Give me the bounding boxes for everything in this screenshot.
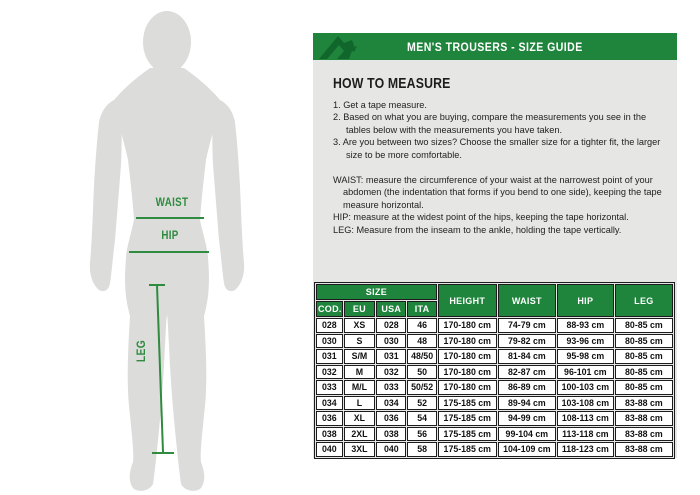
figure-left-arm: [90, 100, 122, 291]
size-cell-waist: 86-89 cm: [498, 380, 556, 395]
panel-title: MEN'S TROUSERS - SIZE GUIDE: [407, 39, 583, 54]
size-cell-waist: 94-99 cm: [498, 411, 556, 426]
size-cell-eu: XS: [344, 318, 376, 333]
size-cell-eu: L: [344, 396, 376, 411]
size-cell-ita: 52: [407, 396, 436, 411]
size-cell-waist: 79-82 cm: [498, 334, 556, 349]
size-cell-hip: 93-96 cm: [557, 334, 614, 349]
column-header-usa: USA: [376, 301, 406, 317]
size-cell-cod: 032: [316, 365, 343, 380]
size-cell-height: 170-180 cm: [438, 318, 497, 333]
how-to-measure-section: [313, 60, 677, 236]
size-cell-eu: 3XL: [344, 442, 376, 457]
size-cell-cod: 028: [316, 318, 343, 333]
size-cell-leg: 83-88 cm: [615, 442, 673, 457]
size-cell-ita: 48: [407, 334, 436, 349]
size-cell-hip: 100-103 cm: [557, 380, 614, 395]
hip-label: HIP: [161, 230, 179, 242]
figure-right-arm: [212, 100, 244, 291]
size-row: [316, 349, 673, 364]
size-cell-usa: 032: [376, 365, 406, 380]
size-cell-height: 170-180 cm: [438, 334, 497, 349]
size-cell-eu: 2XL: [344, 427, 376, 442]
size-cell-leg: 80-85 cm: [615, 365, 673, 380]
size-cell-usa: 033: [376, 380, 406, 395]
size-cell-leg: 80-85 cm: [615, 349, 673, 364]
waist-label: WAIST: [155, 197, 189, 209]
measure-notes-list: [333, 174, 667, 236]
size-cell-usa: 034: [376, 396, 406, 411]
measure-step: 3. Are you between two sizes? Choose the smaller size for a tighter fit, the larger size to be more comfortable.: [333, 137, 661, 160]
size-row: [316, 380, 673, 395]
size-row: [316, 365, 673, 380]
size-cell-usa: 040: [376, 442, 406, 457]
size-cell-eu: S/M: [344, 349, 376, 364]
size-cell-height: 170-180 cm: [438, 365, 497, 380]
size-cell-usa: 036: [376, 411, 406, 426]
size-cell-eu: XL: [344, 411, 376, 426]
size-cell-eu: M: [344, 365, 376, 380]
size-cell-hip: 95-98 cm: [557, 349, 614, 364]
size-row: [316, 334, 673, 349]
size-cell-waist: 89-94 cm: [498, 396, 556, 411]
measure-steps-list: [333, 99, 667, 161]
size-cell-ita: 58: [407, 442, 436, 457]
measure-note: LEG: Measure from the inseam to the ankle, holding the tape vertically.: [333, 224, 622, 235]
size-cell-usa: 031: [376, 349, 406, 364]
size-cell-leg: 80-85 cm: [615, 334, 673, 349]
size-cell-leg: 80-85 cm: [615, 380, 673, 395]
guide-header-bar: [313, 33, 677, 60]
size-cell-cod: 040: [316, 442, 343, 457]
measure-step: 2. Based on what you are buying, compare the measurements you see in the tables below with the measurements you have taken.: [333, 112, 647, 135]
size-cell-leg: 80-85 cm: [615, 318, 673, 333]
size-cell-cod: 031: [316, 349, 343, 364]
size-cell-usa: 038: [376, 427, 406, 442]
size-cell-hip: 113-118 cm: [557, 427, 614, 442]
size-cell-cod: 036: [316, 411, 343, 426]
size-cell-eu: S: [344, 334, 376, 349]
leg-label: LEG: [136, 339, 148, 363]
size-table: [314, 282, 675, 459]
column-header-leg: LEG: [615, 284, 673, 317]
size-cell-hip: 96-101 cm: [557, 365, 614, 380]
size-cell-height: 170-180 cm: [438, 349, 497, 364]
size-cell-ita: 50/52: [407, 380, 436, 395]
size-cell-cod: 033: [316, 380, 343, 395]
size-cell-hip: 118-123 cm: [557, 442, 614, 457]
size-cell-height: 175-185 cm: [438, 396, 497, 411]
column-header-ita: ITA: [407, 301, 436, 317]
size-row: [316, 396, 673, 411]
size-cell-ita: 46: [407, 318, 436, 333]
size-row: [316, 411, 673, 426]
size-cell-waist: 104-109 cm: [498, 442, 556, 457]
size-cell-height: 175-185 cm: [438, 427, 497, 442]
size-row: [316, 442, 673, 457]
size-row: [316, 427, 673, 442]
size-row: [316, 318, 673, 333]
size-cell-leg: 83-88 cm: [615, 396, 673, 411]
male-figure: [90, 11, 244, 491]
size-cell-usa: 028: [376, 318, 406, 333]
size-cell-cod: 034: [316, 396, 343, 411]
size-cell-height: 170-180 cm: [438, 380, 497, 395]
size-cell-cod: 038: [316, 427, 343, 442]
size-cell-waist: 74-79 cm: [498, 318, 556, 333]
measure-note: HIP: measure at the widest point of the hips, keeping the tape horizontal.: [333, 212, 629, 223]
size-guide-panel: [313, 33, 677, 458]
measure-note: WAIST: measure the circumference of your waist at the narrowest point of your abdomen (the indentation that forms if you bend to one side), keeping the tape measure horizontal.: [333, 175, 662, 210]
size-cell-leg: 83-88 cm: [615, 427, 673, 442]
column-header-waist: WAIST: [498, 284, 556, 317]
size-cell-usa: 030: [376, 334, 406, 349]
measure-step: 1. Get a tape measure.: [333, 100, 427, 110]
size-cell-waist: 99-104 cm: [498, 427, 556, 442]
column-header-eu: EU: [344, 301, 376, 317]
size-cell-leg: 83-88 cm: [615, 411, 673, 426]
size-group-header: SIZE: [316, 284, 437, 300]
size-cell-waist: 81-84 cm: [498, 349, 556, 364]
guide-body: [313, 60, 677, 458]
figure-torso-legs: [114, 68, 220, 491]
size-cell-ita: 54: [407, 411, 436, 426]
size-cell-hip: 103-108 cm: [557, 396, 614, 411]
size-cell-ita: 48/50: [407, 349, 436, 364]
column-header-height: HEIGHT: [438, 284, 497, 317]
size-cell-eu: M/L: [344, 380, 376, 395]
size-cell-height: 175-185 cm: [438, 411, 497, 426]
size-cell-ita: 50: [407, 365, 436, 380]
size-cell-hip: 108-113 cm: [557, 411, 614, 426]
size-cell-waist: 82-87 cm: [498, 365, 556, 380]
column-header-cod: COD.: [316, 301, 343, 317]
acerbis-logo-icon: [318, 34, 358, 59]
size-cell-ita: 56: [407, 427, 436, 442]
size-cell-height: 175-185 cm: [438, 442, 497, 457]
column-header-hip: HIP: [557, 284, 614, 317]
section-title: HOW TO MEASURE: [333, 75, 451, 92]
size-cell-cod: 030: [316, 334, 343, 349]
size-cell-hip: 88-93 cm: [557, 318, 614, 333]
